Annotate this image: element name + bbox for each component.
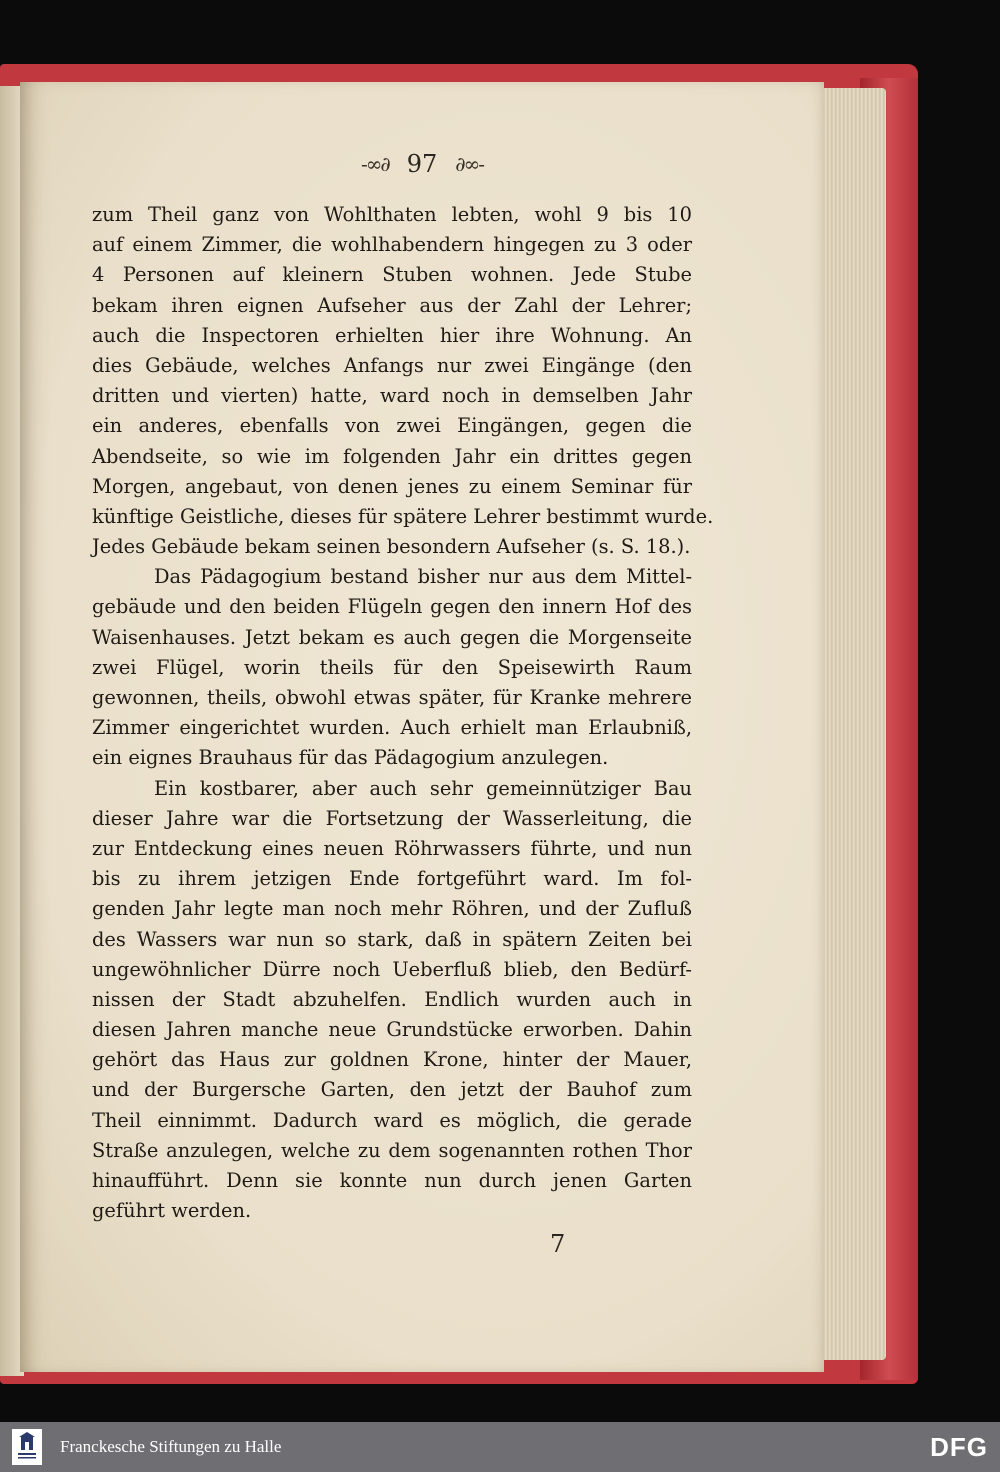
page-edges: [818, 88, 886, 1360]
text-line: dritten und vierten) hatte, ward noch in demselben Jahr: [92, 384, 692, 408]
institution-name[interactable]: Franckesche Stiftungen zu Halle: [60, 1437, 282, 1456]
text-line: Zimmer eingerichtet wurden. Auch erhielt man Erlaubniß,: [92, 716, 692, 740]
signature-mark: 7: [550, 1230, 566, 1258]
text-line: ein eignes Brauhaus für das Pädagogium anzulegen.: [92, 746, 609, 770]
page-number: 97: [406, 150, 438, 178]
text-line: auch die Inspectoren erhielten hier ihre Wohnung. An: [92, 323, 692, 347]
body-text: [92, 200, 714, 1226]
book-page: [20, 82, 824, 1372]
text-line: ungewöhnlicher Dürre noch Ueberfluß blieb, den Bedürf-: [92, 957, 692, 981]
text-line: des Wassers war nun so stark, daß in spätern Zeiten bei: [92, 927, 692, 951]
text-line: Ein kostbarer, aber auch sehr gemeinnütziger Bau: [154, 776, 692, 800]
footer-bar: [0, 1422, 1000, 1472]
text-line: hinaufführt. Denn sie konnte nun durch jenen Garten: [92, 1169, 692, 1192]
text-line: ein anderes, ebenfalls von zwei Eingängen, gegen die: [92, 414, 692, 438]
right-ornament-icon: ∂∞-: [455, 152, 484, 176]
text-line: Abendseite, so wie im folgenden Jahr ein drittes gegen: [92, 444, 692, 468]
text-line: Morgen, angebaut, von denen jenes zu einem Seminar für: [92, 474, 692, 498]
text-line: Waisenhauses. Jetzt bekam es auch gegen die Morgenseite: [92, 625, 692, 649]
text-line: dies Gebäude, welches Anfangs nur zwei Eingänge (den: [92, 353, 692, 377]
text-line: gewonnen, theils, obwohl etwas später, für Kranke mehrere: [92, 686, 692, 709]
text-line: und der Burgersche Garten, den jetzt der Bauhof zum: [92, 1078, 692, 1102]
text-line: nissen der Stadt abzuhelfen. Endlich wurden auch in: [92, 987, 692, 1011]
text-line: gehört das Haus zur goldnen Krone, hinter der Mauer,: [92, 1048, 692, 1072]
page-header: [20, 144, 824, 184]
text-line: geführt werden.: [92, 1199, 252, 1223]
text-line: zwei Flügel, worin theils für den Speisewirth Raum: [92, 655, 692, 679]
text-line: zum Theil ganz von Wohlthaten lebten, wohl 9 bis 10: [92, 203, 692, 226]
institution-logo[interactable]: [12, 1429, 42, 1465]
text-line: künftige Geistliche, dieses für spätere Lehrer bestimmt wurde.: [92, 504, 714, 528]
text-line: Straße anzulegen, welche zu dem sogenannten rothen Thor: [92, 1138, 692, 1162]
left-ornament-icon: -∞∂: [360, 152, 389, 176]
building-icon: [16, 1432, 38, 1462]
text-line: 4 Personen auf kleinern Stuben wohnen. Jede Stube: [92, 263, 692, 287]
text-line: Das Pädagogium bestand bisher nur aus dem Mittel-: [154, 565, 692, 589]
text-line: bis zu ihrem jetzigen Ende fortgeführt ward. Im fol-: [92, 867, 692, 891]
text-line: Jedes Gebäude bekam seinen besondern Aufseher (s. S. 18.).: [92, 535, 691, 559]
text-line: diesen Jahren manche neue Grundstücke erworben. Dahin: [92, 1018, 692, 1042]
text-line: gebäude und den beiden Flügeln gegen den innern Hof des: [92, 595, 692, 619]
text-line: bekam ihren eignen Aufseher aus der Zahl der Lehrer;: [92, 293, 692, 317]
text-line: dieser Jahre war die Fortsetzung der Wasserleitung, die: [92, 806, 692, 830]
dfg-logo[interactable]: DFG: [930, 1431, 988, 1462]
text-line: genden Jahr legte man noch mehr Röhren, und der Zufluß: [92, 897, 692, 921]
text-line: zur Entdeckung eines neuen Röhrwassers führte, und nun: [92, 836, 692, 860]
text-line: Theil einnimmt. Dadurch ward es möglich, die gerade: [92, 1108, 692, 1132]
text-line: auf einem Zimmer, die wohlhabendern hingegen zu 3 oder: [92, 233, 692, 257]
